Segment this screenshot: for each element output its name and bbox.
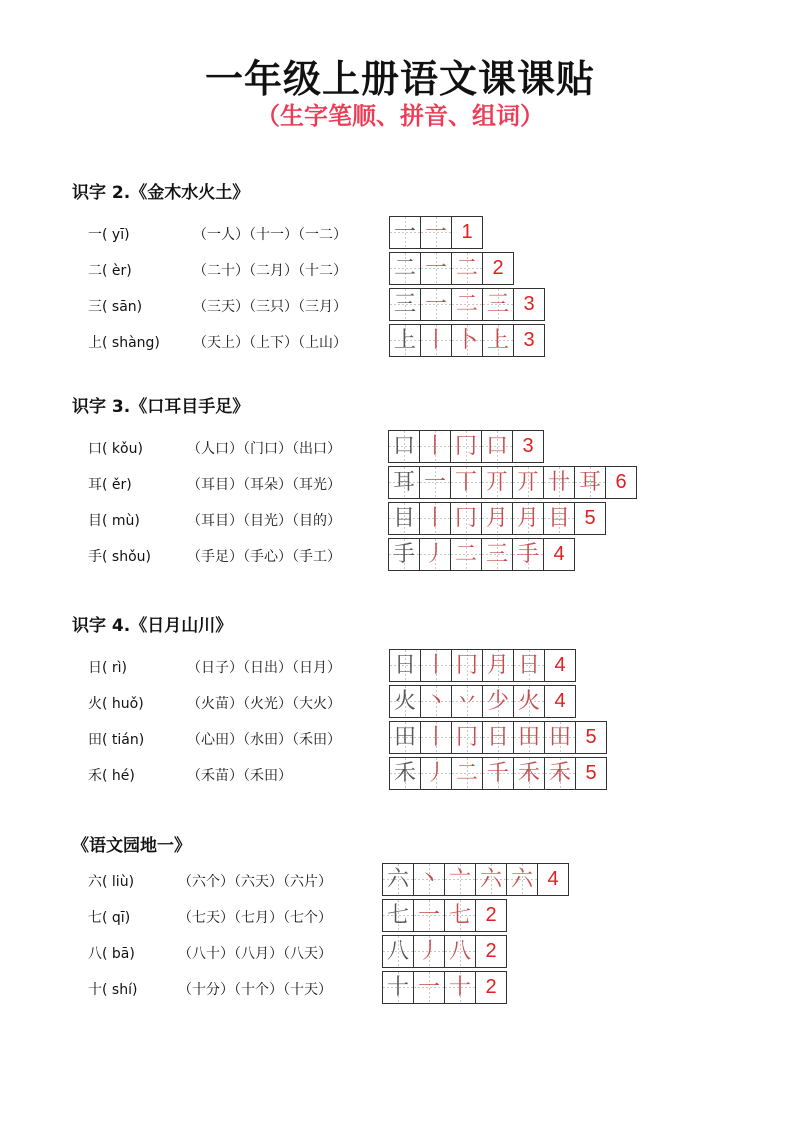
stroke-step-cell: 冂 [451,649,483,682]
stroke-step-cell: 十 [444,971,476,1004]
model-character-cell: 七 [382,899,414,932]
stroke-step-cell: 一 [413,899,445,932]
word-list: （日子）（日出）（日月） [187,660,341,676]
character-entry [88,943,135,963]
word-list: （六个）（六天）（六片） [178,874,332,890]
stroke-order-grid [389,685,576,718]
word-list: （心田）（水田）（禾田） [187,732,341,748]
pinyin: ( shǒu) [102,549,151,565]
stroke-step-cell: 禾 [544,757,576,790]
stroke-step-cell: 丨 [420,721,452,754]
stroke-step-cell: 七 [444,899,476,932]
stroke-step-cell: 上 [482,324,514,357]
character: 上 [88,335,102,351]
pinyin: ( liù) [102,874,135,890]
pinyin: ( sān) [102,299,143,315]
stroke-count: 3 [512,430,544,463]
character: 口 [88,441,102,457]
stroke-step-cell: 丅 [450,466,482,499]
word-list: （一人）（十一）（一二） [193,227,347,243]
character-row [0,538,800,572]
character-entry [88,693,144,713]
stroke-order-grid [382,971,507,1004]
character-row [0,252,800,286]
stroke-step-cell: 丶 [413,863,445,896]
model-character-cell: 六 [382,863,414,896]
stroke-order-grid [389,757,607,790]
stroke-step-cell: 丿 [413,935,445,968]
word-list: （耳目）（耳朵）（耳光） [187,477,341,493]
stroke-step-cell: 月 [512,502,544,535]
word-list: （火苗）（火光）（大火） [187,696,341,712]
stroke-step-cell: 一 [420,216,452,249]
stroke-step-cell: 日 [482,721,514,754]
character-entry [88,332,160,352]
stroke-order-grid [388,538,575,571]
section-heading: 识字 2.《金木水火土》 [72,183,250,203]
character: 十 [88,982,102,998]
stroke-step-cell: 亠 [444,863,476,896]
stroke-step-cell: 丌 [512,466,544,499]
model-character-cell: 田 [389,721,421,754]
stroke-step-cell: 八 [444,935,476,968]
stroke-step-cell: 月 [482,649,514,682]
stroke-count: 4 [543,538,575,571]
stroke-order-grid [389,216,483,249]
stroke-count: 4 [544,685,576,718]
stroke-order-grid [388,466,637,499]
stroke-step-cell: 卜 [451,324,483,357]
pinyin: ( mù) [102,513,140,529]
stroke-count: 2 [482,252,514,285]
word-list: （八十）（八月）（八天） [178,946,332,962]
stroke-step-cell: 禾 [513,757,545,790]
stroke-order-grid [389,721,607,754]
word-list: （三天）（三只）（三月） [193,299,347,315]
stroke-step-cell: 二 [451,252,483,285]
pinyin: ( shàng) [102,335,160,351]
stroke-step-cell: 口 [481,430,513,463]
stroke-order-grid [382,863,569,896]
character-row [0,899,800,933]
stroke-step-cell: 丷 [451,685,483,718]
character-row [0,216,800,250]
model-character-cell: 二 [389,252,421,285]
character: 三 [88,299,102,315]
page-title: 一年级上册语文课课贴 [204,57,595,101]
character: 一 [88,227,102,243]
model-character-cell: 耳 [388,466,420,499]
word-list: （禾苗）（禾田） [187,768,292,784]
pinyin: ( tián) [102,732,145,748]
character-entry [88,979,137,999]
character: 目 [88,513,102,529]
stroke-count: 3 [513,288,545,321]
word-list: （十分）（十个）（十天） [178,982,332,998]
character: 七 [88,910,102,926]
stroke-count: 3 [513,324,545,357]
pinyin: ( ěr) [102,477,132,493]
stroke-count: 5 [575,757,607,790]
stroke-step-cell: 耳 [574,466,606,499]
word-list: （人口）（门口）（出口） [187,441,341,457]
stroke-step-cell: 丨 [419,430,451,463]
word-list: （耳目）（目光）（目的） [187,513,341,529]
model-character-cell: 一 [389,216,421,249]
character-row [0,935,800,969]
character: 八 [88,946,102,962]
character-row [0,685,800,719]
model-character-cell: 日 [389,649,421,682]
stroke-step-cell: 丨 [420,649,452,682]
character-row [0,971,800,1005]
stroke-order-grid [389,649,576,682]
stroke-count: 6 [605,466,637,499]
stroke-count: 4 [544,649,576,682]
character-entry [88,871,134,891]
character-entry [88,765,135,785]
character: 日 [88,660,102,676]
model-character-cell: 十 [382,971,414,1004]
model-character-cell: 三 [389,288,421,321]
stroke-step-cell: 千 [482,757,514,790]
pinyin: ( huǒ) [102,696,144,712]
pinyin: ( kǒu) [102,441,143,457]
character-row [0,430,800,464]
pinyin: ( hé) [102,768,135,784]
stroke-step-cell: 丿 [420,757,452,790]
stroke-count: 2 [475,971,507,1004]
stroke-step-cell: 卄 [543,466,575,499]
stroke-step-cell: 二 [450,538,482,571]
stroke-step-cell: 月 [481,502,513,535]
character-row [0,288,800,322]
stroke-order-grid [389,324,545,357]
character-entry [88,546,151,566]
stroke-step-cell: 二 [451,757,483,790]
stroke-step-cell: 田 [544,721,576,754]
stroke-order-grid [388,502,606,535]
section-heading: 《语文园地一》 [72,836,191,856]
pinyin: ( èr) [102,263,132,279]
stroke-step-cell: 一 [413,971,445,1004]
stroke-count: 5 [574,502,606,535]
stroke-step-cell: 一 [420,252,452,285]
word-list: （二十）（二月）（十二） [193,263,347,279]
model-character-cell: 八 [382,935,414,968]
character-row [0,649,800,683]
stroke-step-cell: 丿 [419,538,451,571]
stroke-step-cell: 丨 [420,324,452,357]
stroke-count: 4 [537,863,569,896]
character: 火 [88,696,102,712]
pinyin: ( rì) [102,660,128,676]
character: 禾 [88,768,102,784]
stroke-step-cell: 六 [506,863,538,896]
character: 二 [88,263,102,279]
character-entry [88,729,144,749]
section-heading: 识字 3.《口耳目手足》 [72,397,250,417]
pinyin: ( yī) [102,227,130,243]
word-list: （七天）（七月）（七个） [178,910,332,926]
character-row [0,863,800,897]
stroke-order-grid [382,899,507,932]
character-row [0,502,800,536]
stroke-step-cell: 火 [513,685,545,718]
stroke-order-grid [388,430,544,463]
stroke-step-cell: 田 [513,721,545,754]
character-entry [88,907,130,927]
stroke-step-cell: 丨 [419,502,451,535]
character-row [0,721,800,755]
stroke-step-cell: 丶 [420,685,452,718]
pinyin: ( shí) [102,982,138,998]
stroke-step-cell: 冂 [451,721,483,754]
stroke-step-cell: 一 [419,466,451,499]
page-subtitle: （生字笔顺、拼音、组词） [256,102,544,130]
stroke-step-cell: 冂 [450,430,482,463]
pinyin: ( bā) [102,946,135,962]
stroke-step-cell: 三 [481,538,513,571]
stroke-step-cell: 六 [475,863,507,896]
character-row [0,324,800,358]
model-character-cell: 手 [388,538,420,571]
character: 手 [88,549,102,565]
character-entry [88,510,140,530]
model-character-cell: 火 [389,685,421,718]
stroke-step-cell: 二 [451,288,483,321]
character: 耳 [88,477,102,493]
character-entry [88,438,143,458]
word-list: （天上）（上下）（上山） [193,335,347,351]
character-row [0,757,800,791]
stroke-step-cell: 冂 [450,502,482,535]
model-character-cell: 目 [388,502,420,535]
stroke-count: 5 [575,721,607,754]
model-character-cell: 上 [389,324,421,357]
character-entry [88,224,130,244]
stroke-step-cell: 手 [512,538,544,571]
stroke-step-cell: 一 [420,288,452,321]
character: 田 [88,732,102,748]
stroke-count: 2 [475,899,507,932]
stroke-step-cell: 日 [513,649,545,682]
character-entry [88,657,127,677]
character-entry [88,260,132,280]
stroke-order-grid [389,252,514,285]
section-heading: 识字 4.《日月山川》 [72,616,233,636]
character-entry [88,296,142,316]
stroke-step-cell: 三 [482,288,514,321]
stroke-order-grid [389,288,545,321]
stroke-count: 1 [451,216,483,249]
stroke-step-cell: 少 [482,685,514,718]
stroke-order-grid [382,935,507,968]
character-row [0,466,800,500]
model-character-cell: 口 [388,430,420,463]
stroke-step-cell: 丌 [481,466,513,499]
word-list: （手足）（手心）（手工） [187,549,341,565]
character-entry [88,474,132,494]
stroke-count: 2 [475,935,507,968]
stroke-step-cell: 目 [543,502,575,535]
model-character-cell: 禾 [389,757,421,790]
character: 六 [88,874,102,890]
pinyin: ( qī) [102,910,131,926]
